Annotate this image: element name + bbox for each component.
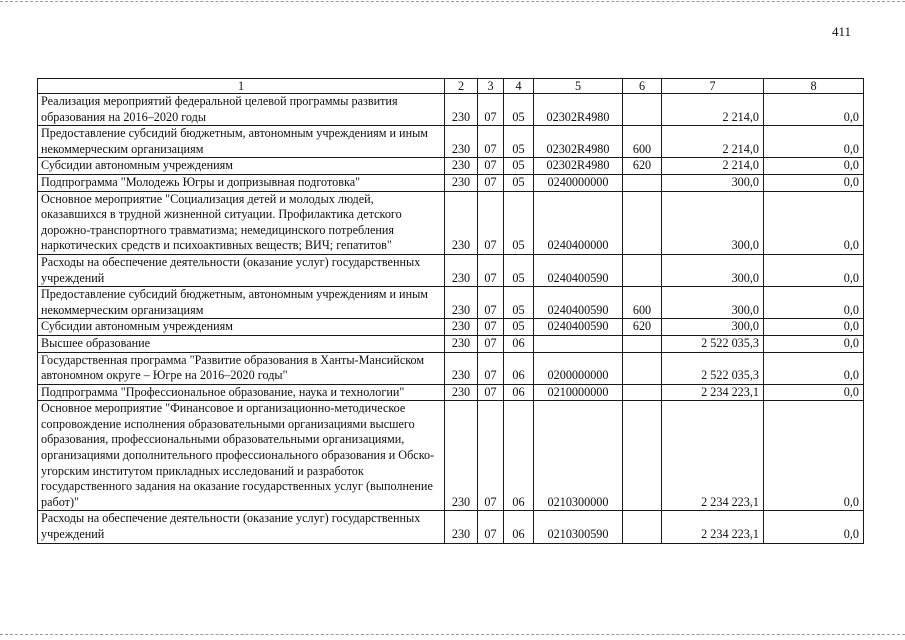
cell-ministry-code: 230 [445, 94, 478, 126]
cell-amount-col8: 0,0 [764, 94, 864, 126]
cell-target-article: 0210000000 [534, 384, 623, 401]
cell-amount-col7: 2 234 223,1 [662, 511, 764, 543]
table-row [38, 287, 864, 319]
budget-table [37, 78, 864, 544]
cell-amount-col7: 2 214,0 [662, 126, 764, 158]
cell-ministry-code: 230 [445, 401, 478, 511]
cell-target-article: 0210300590 [534, 511, 623, 543]
row-name: Субсидии автономным учреждениям [38, 319, 445, 336]
cell-subsection: 05 [504, 319, 534, 336]
scan-artifact-bottom [0, 634, 905, 635]
cell-expense-type [623, 174, 662, 191]
table-row [38, 158, 864, 175]
row-name: Подпрограмма "Молодежь Югры и допризывная подготовка" [38, 174, 445, 191]
cell-target-article: 02302R4980 [534, 158, 623, 175]
row-name: Основное мероприятие "Финансовое и организационно-методическое сопровождение исполнения образовательными организациями высшего образования, профессиональными образовательными организациями, организациями дополнительного профессионального образования и Обско-угорским институтом прикладных исследований и разработок государственного задания на оказание государственных услуг (выполнение работ)" [38, 401, 445, 511]
row-name: Основное мероприятие "Социализация детей и молодых людей, оказавшихся в трудной жизненной ситуации. Профилактика детского дорожно-транспортного травматизма; немедицинского потребления наркотических средств и психоактивных веществ; ВИЧ; гепатитов" [38, 191, 445, 254]
cell-ministry-code: 230 [445, 158, 478, 175]
cell-section: 07 [478, 335, 504, 352]
cell-amount-col8: 0,0 [764, 401, 864, 511]
table-row [38, 191, 864, 254]
cell-amount-col8: 0,0 [764, 191, 864, 254]
cell-amount-col8: 0,0 [764, 384, 864, 401]
table-row [38, 319, 864, 336]
table-row [38, 384, 864, 401]
cell-section: 07 [478, 352, 504, 384]
cell-subsection: 06 [504, 352, 534, 384]
column-header: 5 [534, 79, 623, 94]
row-name: Расходы на обеспечение деятельности (оказание услуг) государственных учреждений [38, 254, 445, 286]
cell-target-article: 02302R4980 [534, 126, 623, 158]
cell-subsection: 06 [504, 401, 534, 511]
row-name: Высшее образование [38, 335, 445, 352]
cell-ministry-code: 230 [445, 352, 478, 384]
cell-amount-col7: 2 522 035,3 [662, 352, 764, 384]
cell-target-article: 0240400590 [534, 287, 623, 319]
cell-amount-col8: 0,0 [764, 126, 864, 158]
cell-expense-type: 620 [623, 319, 662, 336]
cell-section: 07 [478, 126, 504, 158]
cell-section: 07 [478, 94, 504, 126]
cell-subsection: 05 [504, 191, 534, 254]
cell-amount-col8: 0,0 [764, 319, 864, 336]
cell-target-article: 0200000000 [534, 352, 623, 384]
cell-amount-col8: 0,0 [764, 511, 864, 543]
cell-amount-col8: 0,0 [764, 158, 864, 175]
cell-ministry-code: 230 [445, 335, 478, 352]
column-header: 3 [478, 79, 504, 94]
column-header: 1 [38, 79, 445, 94]
cell-target-article: 0240400590 [534, 319, 623, 336]
table-row [38, 335, 864, 352]
cell-amount-col7: 2 234 223,1 [662, 401, 764, 511]
row-name: Субсидии автономным учреждениям [38, 158, 445, 175]
cell-section: 07 [478, 254, 504, 286]
cell-section: 07 [478, 158, 504, 175]
column-header: 4 [504, 79, 534, 94]
cell-subsection: 05 [504, 94, 534, 126]
table-row [38, 401, 864, 511]
cell-expense-type [623, 254, 662, 286]
cell-subsection: 05 [504, 158, 534, 175]
cell-subsection: 05 [504, 254, 534, 286]
cell-target-article: 02302R4980 [534, 94, 623, 126]
cell-subsection: 06 [504, 511, 534, 543]
table-row [38, 126, 864, 158]
cell-amount-col7: 2 214,0 [662, 158, 764, 175]
cell-target-article: 0240400590 [534, 254, 623, 286]
column-header: 8 [764, 79, 864, 94]
cell-expense-type [623, 384, 662, 401]
cell-amount-col8: 0,0 [764, 352, 864, 384]
table-row [38, 352, 864, 384]
cell-expense-type [623, 335, 662, 352]
cell-expense-type [623, 94, 662, 126]
cell-target-article [534, 335, 623, 352]
cell-section: 07 [478, 319, 504, 336]
cell-amount-col7: 300,0 [662, 174, 764, 191]
cell-section: 07 [478, 191, 504, 254]
cell-subsection: 06 [504, 384, 534, 401]
cell-expense-type: 600 [623, 126, 662, 158]
cell-section: 07 [478, 174, 504, 191]
cell-ministry-code: 230 [445, 254, 478, 286]
cell-amount-col8: 0,0 [764, 174, 864, 191]
cell-subsection: 05 [504, 126, 534, 158]
cell-ministry-code: 230 [445, 511, 478, 543]
cell-section: 07 [478, 287, 504, 319]
cell-section: 07 [478, 384, 504, 401]
cell-amount-col7: 300,0 [662, 191, 764, 254]
cell-subsection: 05 [504, 174, 534, 191]
row-name: Предоставление субсидий бюджетным, автономным учреждениям и иным некоммерческим организациям [38, 126, 445, 158]
cell-expense-type [623, 511, 662, 543]
scan-artifact-top [0, 1, 905, 2]
cell-expense-type [623, 401, 662, 511]
cell-expense-type: 620 [623, 158, 662, 175]
cell-amount-col7: 2 234 223,1 [662, 384, 764, 401]
column-header: 7 [662, 79, 764, 94]
row-name: Расходы на обеспечение деятельности (оказание услуг) государственных учреждений [38, 511, 445, 543]
table-row [38, 254, 864, 286]
cell-subsection: 05 [504, 287, 534, 319]
cell-target-article: 0240000000 [534, 174, 623, 191]
cell-ministry-code: 230 [445, 191, 478, 254]
page-number: 411 [832, 24, 852, 39]
cell-ministry-code: 230 [445, 126, 478, 158]
cell-section: 07 [478, 401, 504, 511]
cell-expense-type [623, 352, 662, 384]
cell-ministry-code: 230 [445, 384, 478, 401]
cell-amount-col7: 2 522 035,3 [662, 335, 764, 352]
cell-expense-type: 600 [623, 287, 662, 319]
column-header: 6 [623, 79, 662, 94]
cell-ministry-code: 230 [445, 174, 478, 191]
row-name: Подпрограмма "Профессиональное образование, наука и технологии" [38, 384, 445, 401]
table-row [38, 94, 864, 126]
cell-amount-col7: 300,0 [662, 254, 764, 286]
table-header-row [38, 79, 864, 94]
cell-amount-col7: 300,0 [662, 287, 764, 319]
cell-amount-col8: 0,0 [764, 254, 864, 286]
cell-ministry-code: 230 [445, 287, 478, 319]
row-name: Реализация мероприятий федеральной целевой программы развития образования на 2016–2020 годы [38, 94, 445, 126]
cell-amount-col8: 0,0 [764, 335, 864, 352]
cell-subsection: 06 [504, 335, 534, 352]
column-header: 2 [445, 79, 478, 94]
cell-target-article: 0210300000 [534, 401, 623, 511]
row-name: Предоставление субсидий бюджетным, автономным учреждениям и иным некоммерческим организациям [38, 287, 445, 319]
cell-section: 07 [478, 511, 504, 543]
table-row [38, 174, 864, 191]
cell-expense-type [623, 191, 662, 254]
cell-target-article: 0240400000 [534, 191, 623, 254]
cell-amount-col7: 300,0 [662, 319, 764, 336]
table-row [38, 511, 864, 543]
cell-ministry-code: 230 [445, 319, 478, 336]
row-name: Государственная программа "Развитие образования в Ханты-Мансийском автономном округе – Югре на 2016–2020 годы" [38, 352, 445, 384]
cell-amount-col8: 0,0 [764, 287, 864, 319]
cell-amount-col7: 2 214,0 [662, 94, 764, 126]
